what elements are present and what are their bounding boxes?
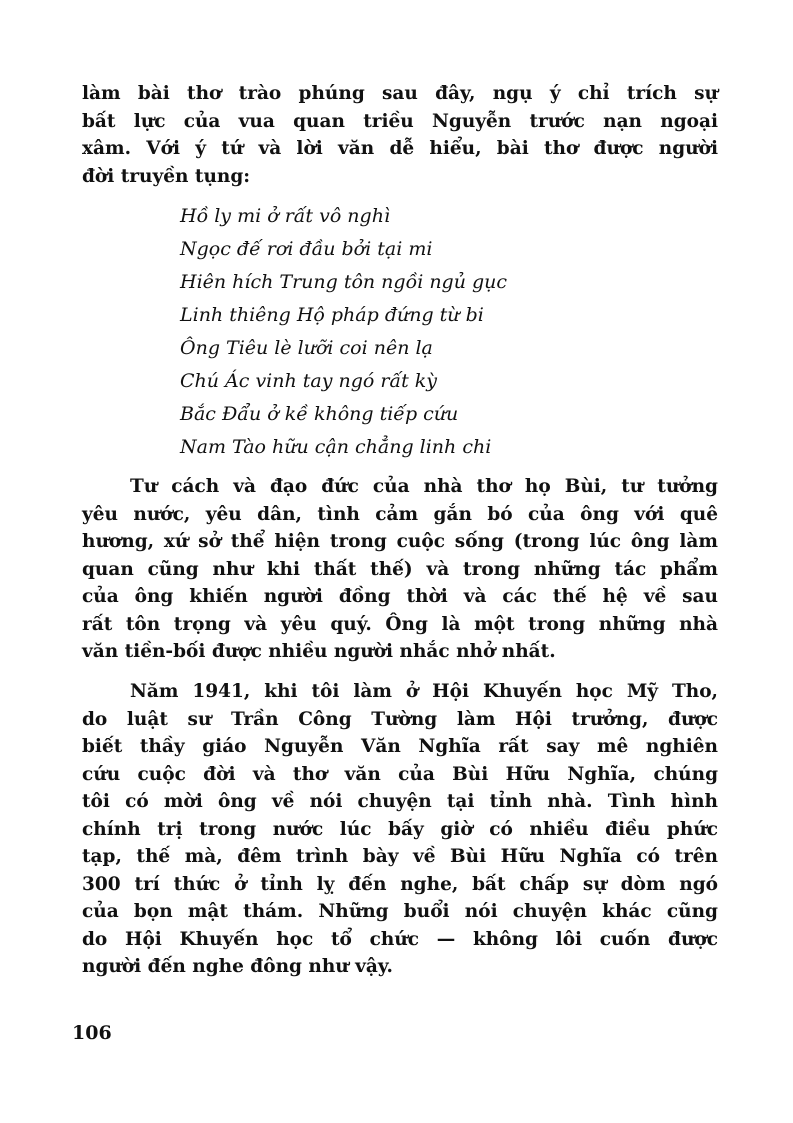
- text-line: Năm 1941, khi tôi làm ở Hội Khuyến học Mỹ Tho,: [130, 681, 718, 702]
- text-line: 300 trí thức ở tỉnh lỵ đến nghe, bất chấp sự dòm ngó: [82, 873, 718, 895]
- text-line: do luật sư Trần Công Tường làm Hội trưởng, được: [82, 708, 718, 730]
- text-line: yêu nước, yêu dân, tình cảm gắn bó của ông với quê: [82, 503, 718, 525]
- poem-line: Hồ ly mi ở rất vô nghì: [180, 205, 391, 227]
- text-line: rất tôn trọng và yêu quý. Ông là một trong những nhà: [82, 613, 718, 635]
- text-line: Tư cách và đạo đức của nhà thơ họ Bùi, tư tưởng: [130, 476, 718, 497]
- page-number: 106: [72, 1022, 112, 1044]
- paragraph-intro: [82, 80, 718, 190]
- poem-line: Ông Tiêu lè lưỡi coi nên lạ: [180, 337, 433, 359]
- poem-line: Chú Ác vinh tay ngó rất kỳ: [180, 370, 438, 392]
- text-line: chính trị trong nước lúc bấy giờ có nhiều điều phức: [82, 818, 718, 840]
- text-line: đời truyền tụng:: [82, 165, 251, 187]
- text-line: biết thầy giáo Nguyễn Văn Nghĩa rất say mê nghiên: [82, 736, 718, 757]
- text-line: tôi có mời ông về nói chuyện tại tỉnh nhà. Tình hình: [82, 791, 718, 812]
- poem-line: Nam Tào hữu cận chẳng linh chi: [180, 436, 492, 458]
- paragraph-1941: [82, 678, 718, 981]
- poem-line: Bắc Đẩu ở kề không tiếp cứu: [180, 403, 459, 425]
- text-line: quan cũng như khi thất thế) và trong những tác phẩm: [82, 558, 718, 580]
- text-line: tạp, thế mà, đêm trình bày về Bùi Hữu Nghĩa có trên: [82, 846, 718, 867]
- text-line: bất lực của vua quan triều Nguyễn trước nạn ngoại: [82, 110, 718, 132]
- text-line: của ông khiến người đồng thời và các thế hệ về sau: [82, 586, 718, 607]
- paragraph-character: [82, 473, 718, 666]
- text-line: người đến nghe đông như vậy.: [82, 956, 393, 977]
- poem-line: Hiên hích Trung tôn ngồi ngủ gục: [180, 271, 508, 293]
- text-line: làm bài thơ trào phúng sau đây, ngụ ý chỉ trích sự: [82, 83, 718, 104]
- poem-line: Ngọc đế rơi đầu bởi tại mi: [180, 238, 433, 260]
- text-line: cứu cuộc đời và thơ văn của Bùi Hữu Nghĩa, chúng: [82, 763, 718, 785]
- text-line: do Hội Khuyến học tổ chức — không lôi cuốn được: [82, 928, 718, 950]
- text-line: văn tiền-bối được nhiều người nhắc nhở nhất.: [82, 641, 556, 662]
- text-line: hương, xứ sở thể hiện trong cuộc sống (trong lúc ông làm: [82, 531, 718, 552]
- poem-line: Linh thiêng Hộ pháp đứng từ bi: [180, 304, 484, 326]
- poem: [180, 200, 620, 464]
- text-line: xâm. Với ý tứ và lời văn dễ hiểu, bài thơ được người: [82, 138, 718, 159]
- text-line: của bọn mật thám. Những buổi nói chuyện khác cũng: [82, 901, 718, 922]
